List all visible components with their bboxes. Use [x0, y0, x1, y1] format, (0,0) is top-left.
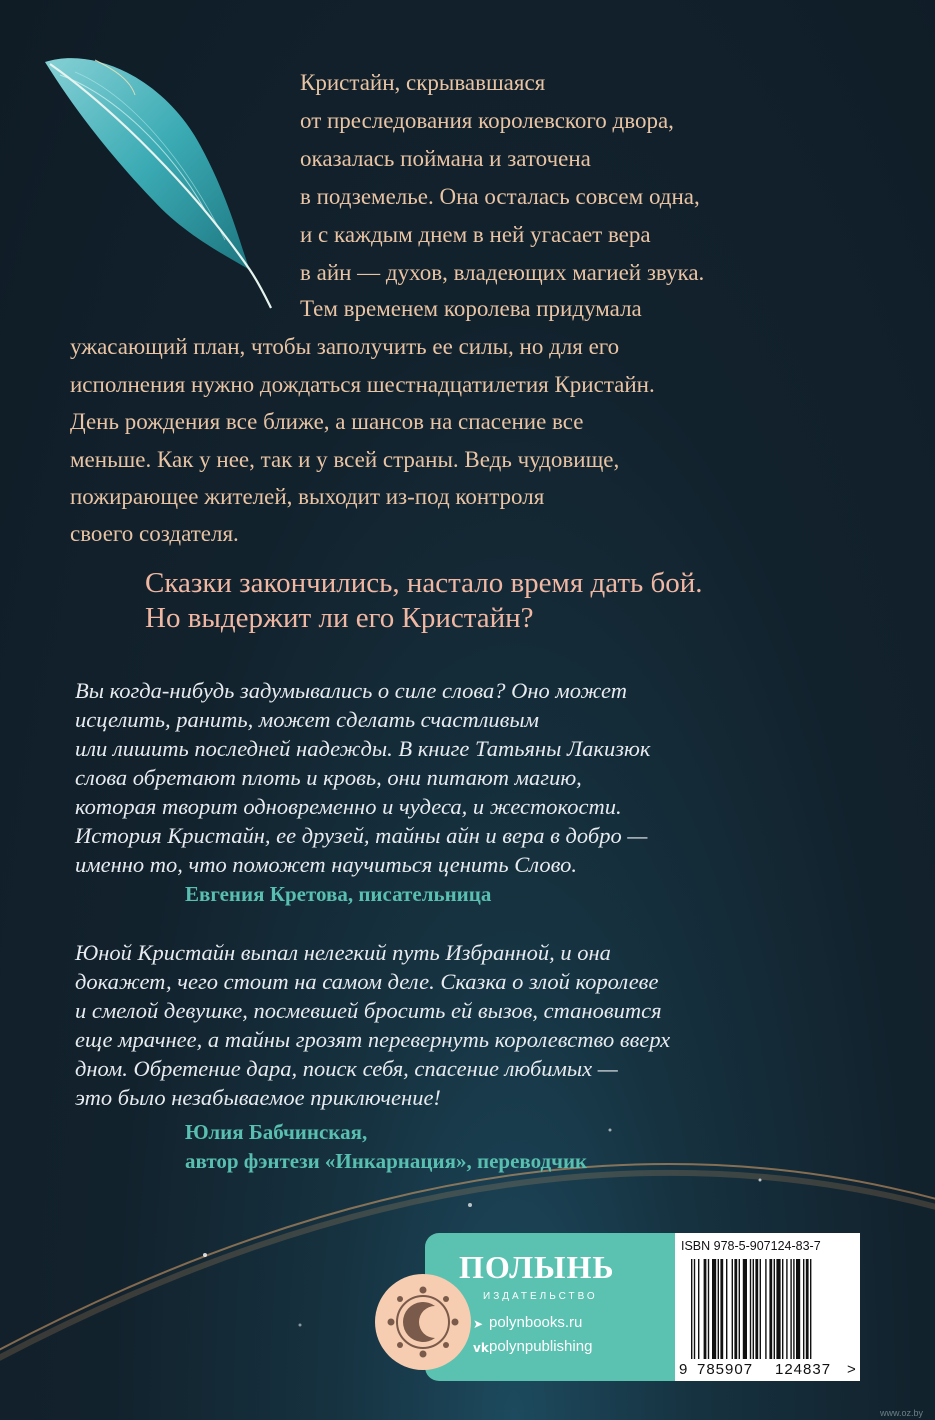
- description-line: от преследования королевского двора,: [300, 108, 674, 133]
- barcode-digits-group1: 785907: [697, 1361, 754, 1378]
- vk-icon: vk: [473, 1341, 489, 1355]
- review-line: слова обретают плоть и кровь, они питают магию,: [75, 765, 582, 790]
- description-line: Кристайн, скрывавшаяся: [300, 70, 546, 95]
- barcode-bar: [739, 1259, 740, 1359]
- barcode-bar: [806, 1259, 809, 1359]
- barcode-bar: [750, 1259, 751, 1359]
- review-author: Евгения Кретова, писательница: [185, 882, 492, 906]
- barcode-digits-group2: 124837: [775, 1361, 832, 1378]
- barcode-bar: [698, 1259, 699, 1359]
- barcode-block: [675, 1233, 860, 1381]
- review-author: Юлия Бабчинская,: [185, 1120, 368, 1144]
- review-line: История Кристайн, ее друзей, тайны айн и вера в добро —: [75, 823, 648, 848]
- description-line: и с каждым днем в ней угасает вера: [300, 222, 651, 247]
- review-line: именно то, что поможет научиться ценить Слово.: [75, 852, 577, 877]
- description-line: в айн — духов, владеющих магией звука.: [300, 260, 705, 285]
- barcode-digit-end: >: [847, 1361, 857, 1378]
- barcode-bar: [732, 1259, 733, 1359]
- barcode-bar: [796, 1259, 800, 1359]
- review-line: еще мрачнее, а тайны грозят перевернуть королевство вверх: [75, 1027, 671, 1052]
- review-line: это было незабываемое приключение!: [75, 1085, 441, 1110]
- barcode-digit-first: 9: [679, 1361, 689, 1378]
- barcode-bar: [712, 1259, 716, 1359]
- barcode-bar: [734, 1259, 737, 1359]
- send-icon: ➤: [473, 1317, 484, 1331]
- publisher-name: ПОЛЫНЬ: [459, 1249, 615, 1285]
- barcode-bar: [743, 1259, 747, 1359]
- barcode-bar: [765, 1259, 766, 1359]
- description-line: оказалась поймана и заточена: [300, 146, 591, 171]
- barcode-bar: [718, 1259, 719, 1359]
- isbn-number: ISBN 978-5-907124-83-7: [681, 1239, 821, 1253]
- review-author-role: автор фэнтези «Инкарнация», переводчик: [185, 1149, 588, 1173]
- tagline-line: Сказки закончились, настало время дать бой.: [145, 567, 703, 599]
- barcode-bar: [774, 1259, 775, 1359]
- description-line: своего создателя.: [70, 521, 239, 546]
- review-line: докажет, чего стоит на самом деле. Сказка о злой королеве: [75, 969, 659, 994]
- barcode-bar: [753, 1259, 754, 1359]
- review-line: дном. Обретение дара, поиск себя, спасение любимых —: [75, 1056, 618, 1081]
- barcode-bars: [675, 1233, 860, 1381]
- barcode-bar: [782, 1259, 783, 1359]
- barcode-bar: [810, 1259, 811, 1359]
- barcode-bar: [726, 1259, 727, 1359]
- tagline-line: Но выдержит ли его Кристайн?: [145, 602, 534, 634]
- description-line: пожирающее жителей, выходит из-под контроля: [70, 484, 545, 509]
- barcode-bar: [793, 1259, 794, 1359]
- publisher-website-link[interactable]: polynbooks.ru: [489, 1314, 583, 1331]
- barcode-bar: [704, 1259, 707, 1359]
- review-line: или лишить последней надежды. В книге Татьяны Лакизюк: [75, 736, 651, 761]
- review-line: и смелой девушке, посмевшей бросить ей вызов, становится: [75, 998, 662, 1023]
- watermark: www.oz.by: [880, 1408, 924, 1418]
- feather-illustration: [35, 50, 285, 320]
- barcode-bar: [790, 1259, 791, 1359]
- barcode-bar: [755, 1259, 758, 1359]
- publisher-logo: [373, 1272, 473, 1372]
- review-line: Вы когда-нибудь задумывались о силе слова? Оно может: [75, 678, 627, 703]
- publisher-subtitle: ИЗДАТЕЛЬСТВО: [483, 1291, 598, 1302]
- review-line: исцелить, ранить, может сделать счастливым: [75, 707, 540, 732]
- barcode-bar: [786, 1259, 787, 1359]
- description-line: ужасающий план, чтобы заполучить ее силы, но для его: [70, 334, 620, 359]
- review-line: Юной Кристайн выпал нелегкий путь Избранной, и она: [75, 940, 611, 965]
- barcode-bar: [694, 1259, 695, 1359]
- description-line: Тем временем королева придумала: [300, 296, 642, 321]
- description-line: исполнения нужно дождаться шестнадцатилетия Кристайн.: [70, 372, 655, 397]
- description-line: меньше. Как у нее, так и у всей страны. Ведь чудовище,: [70, 447, 620, 472]
- barcode-bar: [708, 1259, 709, 1359]
- barcode-bar: [691, 1259, 692, 1359]
- barcode-bar: [720, 1259, 723, 1359]
- barcode-bar: [769, 1259, 772, 1359]
- description-line: День рождения все ближе, а шансов на спасение все: [70, 409, 584, 434]
- review-line: которая творит одновременно и чудеса, и жестокости.: [75, 794, 622, 819]
- barcode-bar: [760, 1259, 761, 1359]
- barcode-bar: [803, 1259, 804, 1359]
- description-line: в подземелье. Она осталась совсем одна,: [300, 184, 700, 209]
- barcode-bar: [776, 1259, 780, 1359]
- publisher-social-link[interactable]: polynpublishing: [489, 1338, 593, 1355]
